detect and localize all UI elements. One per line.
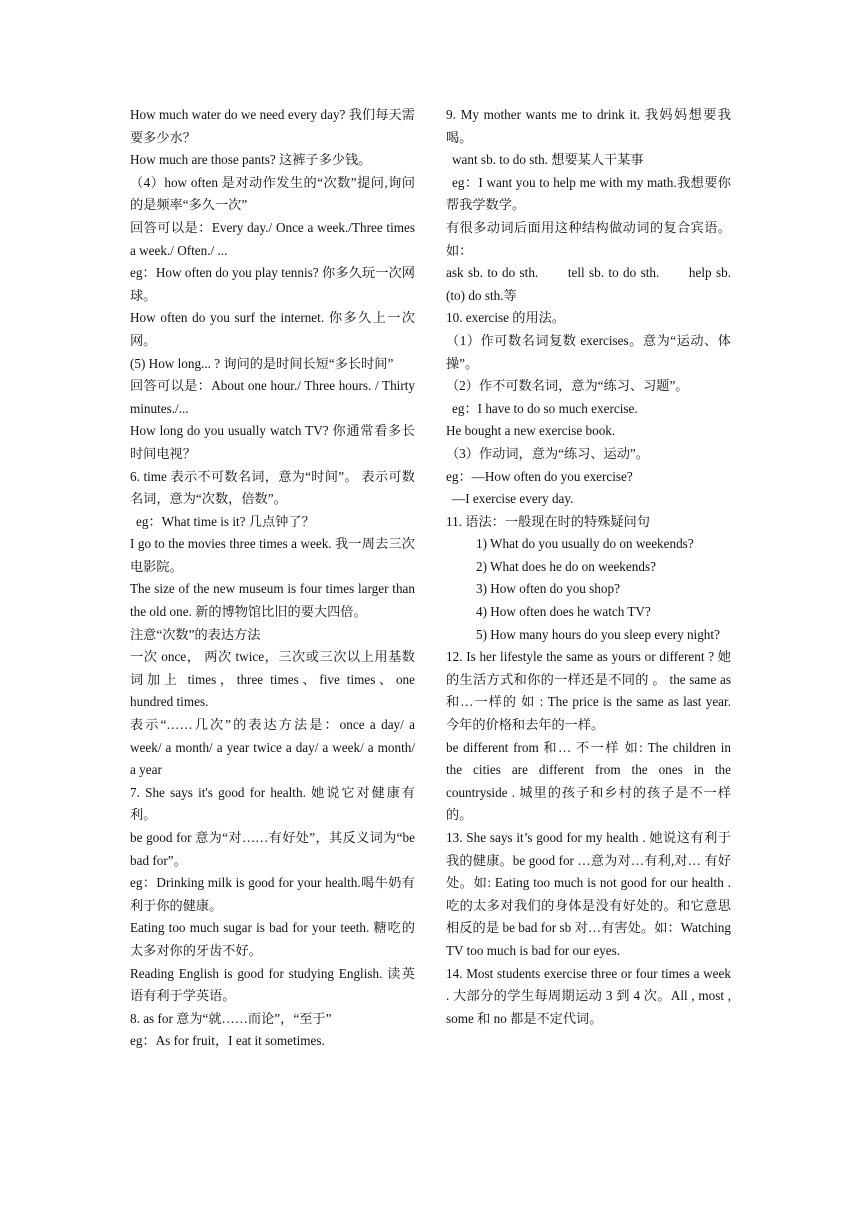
paragraph: （4）how often 是对动作发生的“次数”提问,询问的是频率“多久一次” <box>130 174 415 213</box>
paragraph: eg：What time is it? 几点钟了？ <box>136 513 315 529</box>
paragraph: be different from 和… 不一样 如: The children in the cities are different from the ones in the countryside . 城里的孩子和乡村的孩子是不一样的。 <box>446 739 731 823</box>
section-heading: 13. She says it’s good for my health . 她说这有利于我的健康。be good for …意为对…有利,对… 有好处。如: Eating too much is not good for our health . 吃的太多对我们的身体是没有好处的。和它意思相反的是 be bad for sb 对…有害处。如：Watching TV too much is bad for our eyes. <box>446 830 731 958</box>
section-heading: 7. She says it's good for health. 她说它对健康有利。 <box>130 784 415 823</box>
paragraph: 回答可以是：Every day./ Once a week./Three times a week./ Often./ ... <box>130 219 415 258</box>
section-heading: 8. as for 意为“就……而论”，“至于” <box>130 1010 332 1026</box>
paragraph: I go to the movies three times a week. 我一周去三次电影院。 <box>130 536 415 574</box>
list-item: 4) How often does he watch TV? <box>476 604 651 620</box>
paragraph: eg：As for fruit，I eat it sometimes. <box>130 1033 325 1049</box>
paragraph: 表示“……几次”的表达方法是：once a day/ a week/ a month/ a year twice a day/ a week/ a month/ a year <box>130 717 415 778</box>
paragraph: He bought a new exercise book. <box>446 423 616 439</box>
paragraph: —I exercise every day. <box>452 491 574 507</box>
paragraph: How often do you surf the internet. 你多久上一次网。 <box>130 310 415 348</box>
paragraph: eg：Drinking milk is good for your health.喝牛奶有利于你的健康。 <box>130 875 415 913</box>
list-item: 2) What does he do on weekends? <box>476 558 656 574</box>
paragraph: eg：How often do you play tennis? 你多久玩一次网球。 <box>130 265 415 303</box>
section-heading: 9. My mother wants me to drink it. 我妈妈想要我喝。 <box>446 107 731 145</box>
left-column <box>130 104 415 1053</box>
paragraph: Eating too much sugar is bad for your teeth. 糖吃的太多对你的牙齿不好。 <box>130 920 415 958</box>
section-heading: 14. Most students exercise three or four times a week . 大部分的学生每周期运动 3 到 4 次。All , most , some 和 no 都是不定代词。 <box>446 965 731 1026</box>
paragraph: How much water do we need every day? 我们每天需要多少水？ <box>130 107 415 145</box>
paragraph: （2）作不可数名词，意为“练习、习题”。 <box>446 378 689 394</box>
paragraph: 注意“次数”的表达方法 <box>130 626 261 642</box>
paragraph: How much are those pants? 这裤子多少钱。 <box>130 152 372 168</box>
list-item: 1) What do you usually do on weekends? <box>476 536 694 552</box>
paragraph: eg：I have to do so much exercise. <box>452 400 638 416</box>
paragraph: eg：I want you to help me with my math.我想要你帮我学数学。 <box>446 174 731 213</box>
list-item: 5) How many hours do you sleep every night? <box>476 626 720 642</box>
paragraph: （3）作动词，意为“练习、运动”。 <box>446 445 649 461</box>
paragraph: （1）作可数名词复数 exercises。意为“运动、体操”。 <box>446 332 731 371</box>
section-heading: 10. exercise 的用法。 <box>446 310 566 326</box>
paragraph: eg：—How often do you exercise? <box>446 468 633 484</box>
paragraph: How long do you usually watch TV? 你通常看多长时间电视？ <box>130 423 415 461</box>
paragraph: 一次 once， 两次 twice，三次或三次以上用基数词加上 times，three times、five times、one hundred times. <box>130 649 415 710</box>
paragraph: Reading English is good for studying English. 读英语有利于学英语。 <box>130 965 415 1004</box>
right-column <box>446 104 731 1030</box>
section-heading: 6. time 表示不可数名词，意为“时间”。 表示可数名词，意为“次数，倍数”。 <box>130 468 415 507</box>
paragraph: want sb. to do sth. 想要某人干某事 <box>452 152 644 168</box>
paragraph: be good for 意为“对……有好处”，其反义词为“be bad for”。 <box>130 830 415 868</box>
section-heading: 11. 语法：一般现在时的特殊疑问句 <box>446 513 650 529</box>
paragraph: (5) How long... ? 询问的是时间长短“多长时间” <box>130 355 394 371</box>
paragraph: 有很多动词后面用这种结构做动词的复合宾语。如： <box>446 219 731 258</box>
paragraph: The size of the new museum is four times larger than the old one. 新的博物馆比旧的要大四倍。 <box>130 581 415 620</box>
paragraph: ask sb. to do sth. tell sb. to do sth. help sb. (to) do sth.等 <box>446 265 731 303</box>
list-item: 3) How often do you shop? <box>476 581 620 597</box>
section-heading: 12. Is her lifestyle the same as yours or different ? 她的生活方式和你的一样还是不同的 。 the same as 和…一样的 如 : The price is the same as last year. 今年的价格和去年的一样。 <box>446 649 731 733</box>
paragraph: 回答可以是：About one hour./ Three hours. / Thirty minutes./... <box>130 378 415 416</box>
